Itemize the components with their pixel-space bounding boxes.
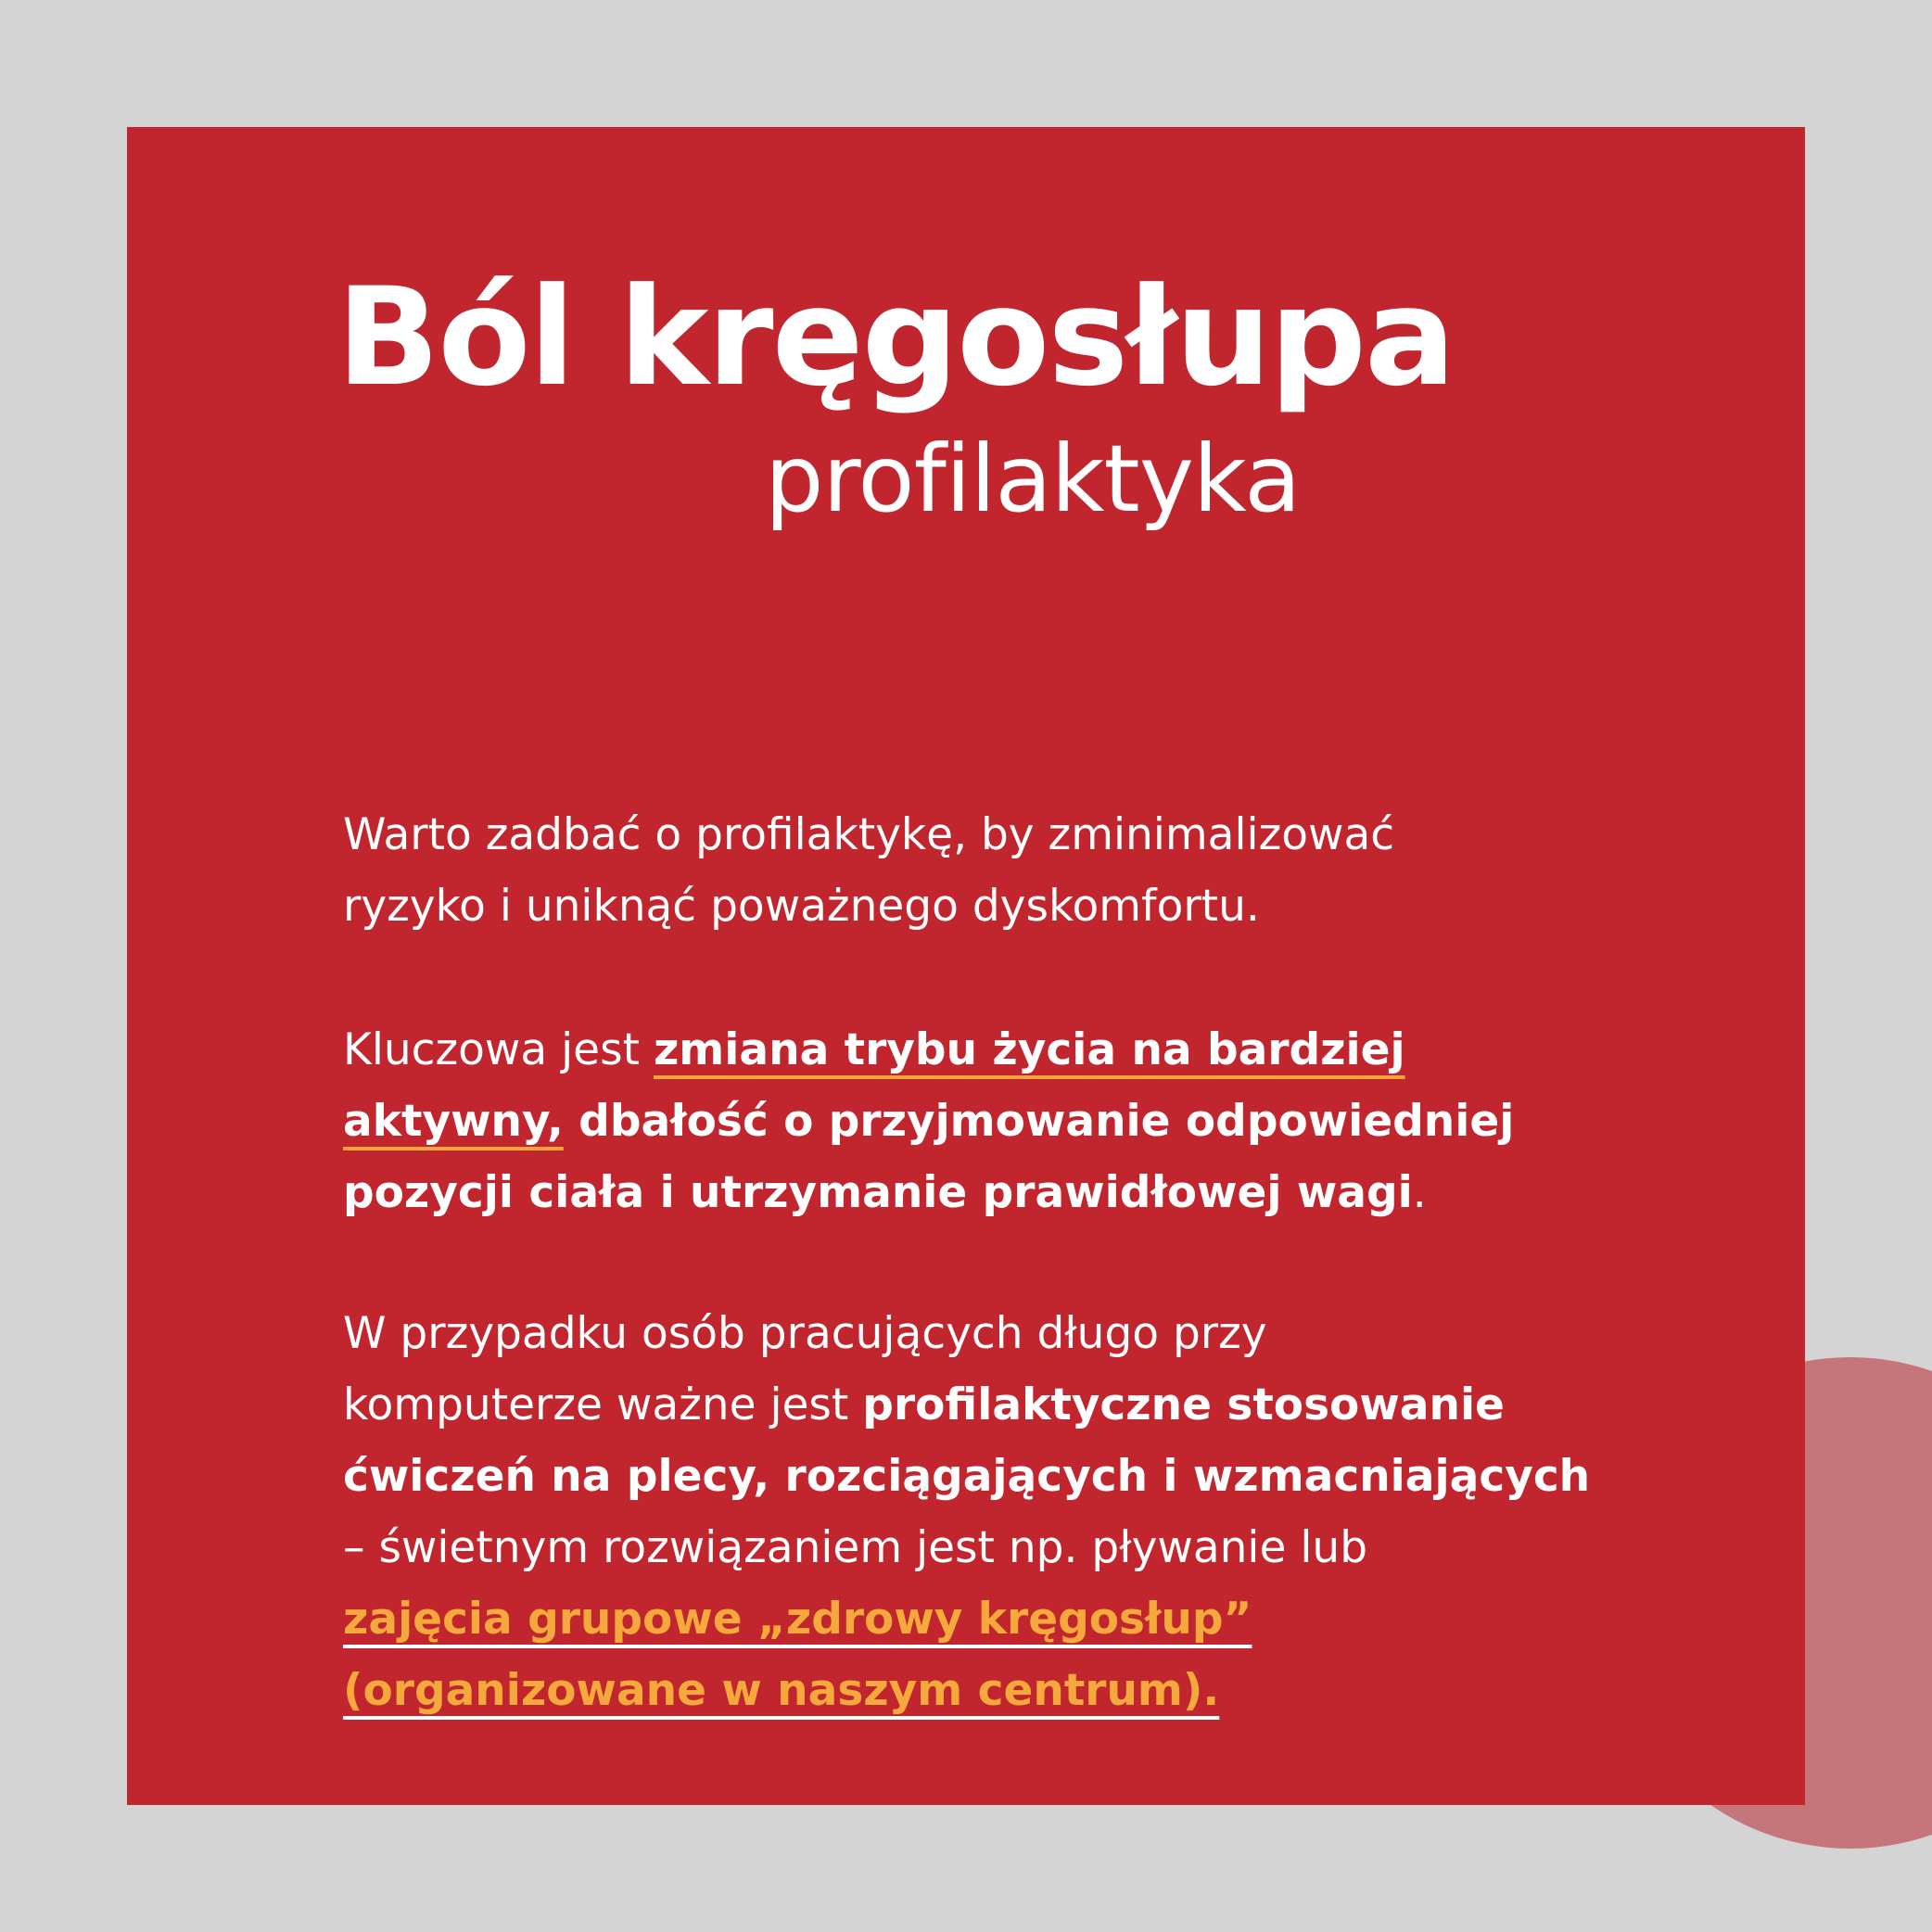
- key-advice-highlight: zmiana trybu życia na bardziej: [653, 1024, 1405, 1075]
- computer-lead: komputerze ważne jest: [343, 1379, 863, 1430]
- computer-emphasis: profilaktyczne stosowanie: [862, 1379, 1505, 1430]
- key-advice-line-1: [343, 1014, 1514, 1086]
- group-classes-link-line-2[interactable]: [343, 1655, 1590, 1726]
- key-advice-lead: Kluczowa jest: [343, 1024, 654, 1075]
- key-advice-emphasis-end: pozycji ciała i utrzymanie prawidłowej wagi: [343, 1167, 1413, 1218]
- key-advice-emphasis: dbałość o przyjmowanie odpowiedniej: [563, 1096, 1515, 1147]
- computer-line-2: [343, 1369, 1590, 1441]
- group-classes-link-continued[interactable]: (organizowane w naszym centrum).: [343, 1665, 1220, 1716]
- content-card: [127, 127, 1805, 1805]
- computer-workers-paragraph: [343, 1298, 1590, 1726]
- computer-line-1: W przypadku osób pracujących długo przy: [343, 1308, 1267, 1359]
- group-classes-link-line-1[interactable]: [343, 1583, 1590, 1655]
- key-advice-period: .: [1412, 1167, 1427, 1218]
- computer-line-3: [343, 1441, 1590, 1512]
- page-title: Ból kręgosłupa: [337, 259, 1455, 416]
- key-advice-line-3: [343, 1157, 1514, 1228]
- intro-paragraph: [343, 799, 1394, 942]
- intro-line-2: ryzyko i uniknąć poważnego dyskomfortu.: [343, 881, 1260, 932]
- key-advice-line-2: [343, 1086, 1514, 1157]
- computer-line-4: – świetnym rozwiązaniem jest np. pływanie lub: [343, 1522, 1368, 1573]
- key-advice-paragraph: [343, 1014, 1514, 1228]
- key-advice-highlight-end: aktywny,: [343, 1096, 564, 1147]
- computer-emphasis-end: ćwiczeń na plecy, rozciągających i wzmacniających: [343, 1451, 1591, 1502]
- intro-line-1: Warto zadbać o profilaktykę, by zminimalizować: [343, 809, 1395, 860]
- group-classes-link[interactable]: zajęcia grupowe „zdrowy kręgosłup”: [343, 1594, 1252, 1645]
- page-subtitle: profilaktyka: [765, 425, 1301, 533]
